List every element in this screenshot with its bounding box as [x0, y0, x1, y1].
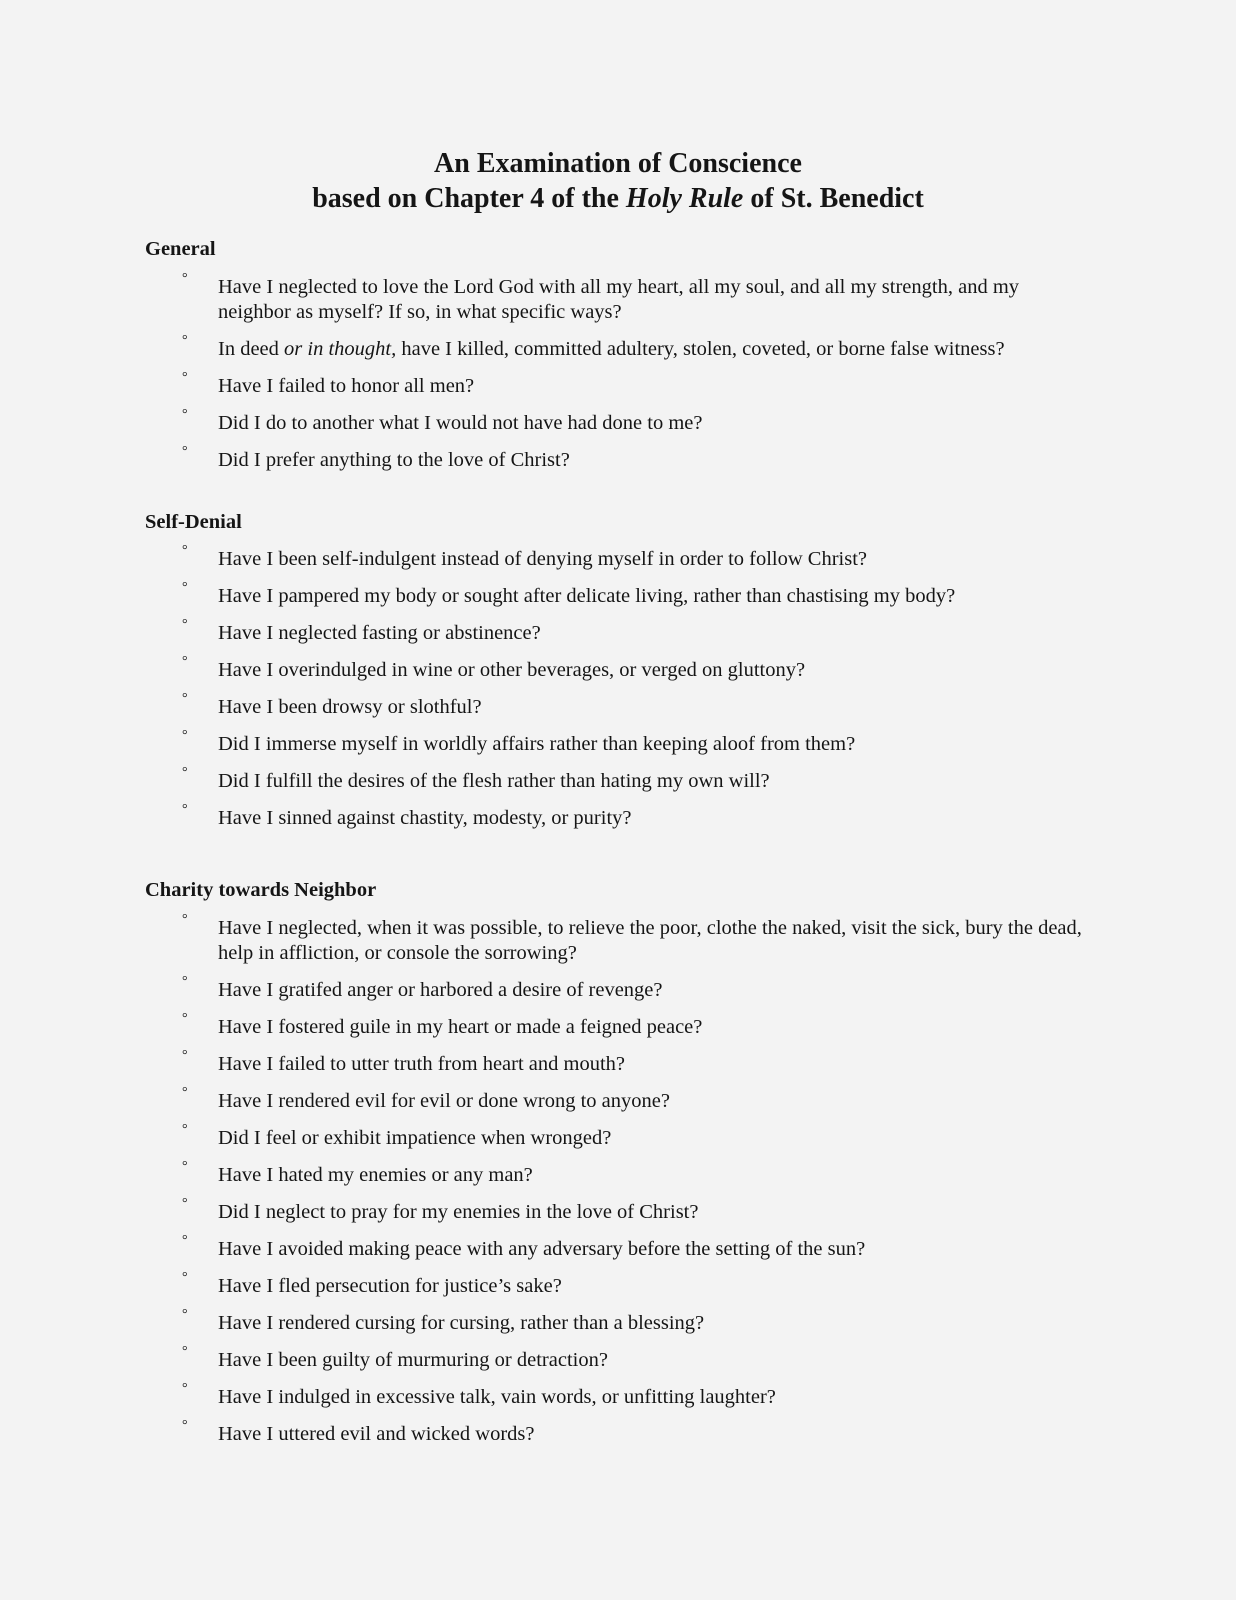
question-text: Have I uttered evil and wicked words?	[218, 1423, 535, 1445]
section-heading-charity: Charity towards Neighbor	[145, 879, 377, 901]
section-heading-general: General	[145, 238, 216, 260]
document-title-line-1: An Examination of Conscience	[434, 148, 802, 179]
question-text: Did I neglect to pray for my enemies in the love of Christ?	[218, 1201, 699, 1223]
bullet-icon: °	[182, 617, 188, 632]
bullet-icon: °	[182, 1233, 188, 1248]
question-text: Did I prefer anything to the love of Christ?	[218, 449, 570, 471]
question-text-after: have I killed, committed adultery, stolen, coveted, or borne false witness?	[396, 338, 1005, 360]
section-heading-self-denial: Self-Denial	[145, 511, 242, 533]
question-item	[145, 1381, 1095, 1410]
question-item	[145, 1159, 1095, 1188]
question-text: Have I been guilty of murmuring or detraction?	[218, 1349, 608, 1371]
question-text: Have I rendered evil for evil or done wrong to anyone?	[218, 1090, 670, 1112]
question-item	[145, 974, 1095, 1003]
title-text-part-2: of St. Benedict	[743, 183, 924, 214]
question-text: Did I feel or exhibit impatience when wronged?	[218, 1127, 612, 1149]
document-title-line-2	[0, 182, 1236, 216]
question-text: Have I failed to utter truth from heart and mouth?	[218, 1053, 626, 1075]
bullet-icon: °	[182, 444, 188, 459]
question-text: Did I immerse myself in worldly affairs rather than keeping aloof from them?	[218, 733, 856, 755]
question-text: Have I indulged in excessive talk, vain words, or unfitting laughter?	[218, 1386, 776, 1408]
bullet-icon: °	[182, 802, 188, 817]
bullet-icon: °	[182, 1011, 188, 1026]
question-text: Have I gratifed anger or harbored a desire of revenge?	[218, 979, 663, 1001]
bullet-icon: °	[182, 765, 188, 780]
bullet-icon: °	[182, 271, 188, 286]
bullet-icon: °	[182, 1122, 188, 1137]
question-item	[145, 271, 1095, 325]
question-text: Have I failed to honor all men?	[218, 375, 475, 397]
question-text: Have I sinned against chastity, modesty, or purity?	[218, 807, 632, 829]
question-item	[145, 1270, 1095, 1299]
question-item	[145, 728, 1095, 757]
title-italic-holy-rule: Holy Rule	[625, 183, 744, 214]
title-text-part-1: based on Chapter 4 of the	[312, 183, 626, 214]
bullet-icon: °	[182, 974, 188, 989]
question-text: Have I overindulged in wine or other beverages, or verged on gluttony?	[218, 659, 806, 681]
question-item	[145, 1085, 1095, 1114]
bullet-icon: °	[182, 1159, 188, 1174]
question-item	[145, 543, 1095, 572]
bullet-icon: °	[182, 1307, 188, 1322]
question-item	[145, 1418, 1095, 1447]
question-text: Have I been drowsy or slothful?	[218, 696, 482, 718]
question-text: Have I neglected fasting or abstinence?	[218, 622, 541, 644]
question-item	[145, 407, 1095, 436]
bullet-icon: °	[182, 654, 188, 669]
bullet-icon: °	[182, 691, 188, 706]
question-list-charity	[145, 912, 1095, 1459]
bullet-icon: °	[182, 1196, 188, 1211]
bullet-icon: °	[182, 370, 188, 385]
question-item	[145, 1233, 1095, 1262]
question-item	[145, 1011, 1095, 1040]
bullet-icon: °	[182, 407, 188, 422]
question-text: Have I avoided making peace with any adversary before the setting of the sun?	[218, 1238, 866, 1260]
question-item	[145, 1122, 1095, 1151]
question-text-italic: or in thought,	[284, 338, 397, 360]
bullet-icon: °	[182, 580, 188, 595]
question-text: Have I been self-indulgent instead of denying myself in order to follow Christ?	[218, 548, 868, 570]
question-text: Have I neglected to love the Lord God with all my heart, all my soul, and all my strength, and my neighbor as myself? If so, in what specific ways?	[218, 276, 1020, 323]
question-item	[145, 1048, 1095, 1077]
question-item	[145, 802, 1095, 831]
question-text: Have I fled persecution for justice’s sake?	[218, 1275, 562, 1297]
bullet-icon: °	[182, 728, 188, 743]
question-text-before: In deed	[218, 338, 285, 360]
question-text: Did I do to another what I would not have had done to me?	[218, 412, 703, 434]
question-item	[145, 1196, 1095, 1225]
question-item	[145, 912, 1095, 966]
question-list-general	[145, 271, 1095, 485]
question-item	[145, 1307, 1095, 1336]
question-item	[145, 333, 1095, 362]
bullet-icon: °	[182, 1270, 188, 1285]
bullet-icon: °	[182, 333, 188, 348]
bullet-icon: °	[182, 1048, 188, 1063]
bullet-icon: °	[182, 1344, 188, 1359]
question-item	[145, 580, 1095, 609]
question-text: Have I pampered my body or sought after delicate living, rather than chastising my body?	[218, 585, 956, 607]
question-text: Have I hated my enemies or any man?	[218, 1164, 533, 1186]
question-item	[145, 617, 1095, 646]
question-item	[145, 654, 1095, 683]
question-text: Have I rendered cursing for cursing, rather than a blessing?	[218, 1312, 705, 1334]
question-item	[145, 444, 1095, 473]
bullet-icon: °	[182, 543, 188, 558]
bullet-icon: °	[182, 1085, 188, 1100]
question-text: Have I fostered guile in my heart or made a feigned peace?	[218, 1016, 703, 1038]
question-item	[145, 370, 1095, 399]
question-item	[145, 691, 1095, 720]
question-item	[145, 1344, 1095, 1373]
question-item	[145, 765, 1095, 794]
question-list-self-denial	[145, 543, 1095, 843]
bullet-icon: °	[182, 1418, 188, 1433]
question-text: Have I neglected, when it was possible, to relieve the poor, clothe the naked, visit the sick, bury the dead, help in affliction, or console the sorrowing?	[218, 917, 1082, 964]
bullet-icon: °	[182, 1381, 188, 1396]
bullet-icon: °	[182, 912, 188, 927]
question-text: Did I fulfill the desires of the flesh rather than hating my own will?	[218, 770, 770, 792]
